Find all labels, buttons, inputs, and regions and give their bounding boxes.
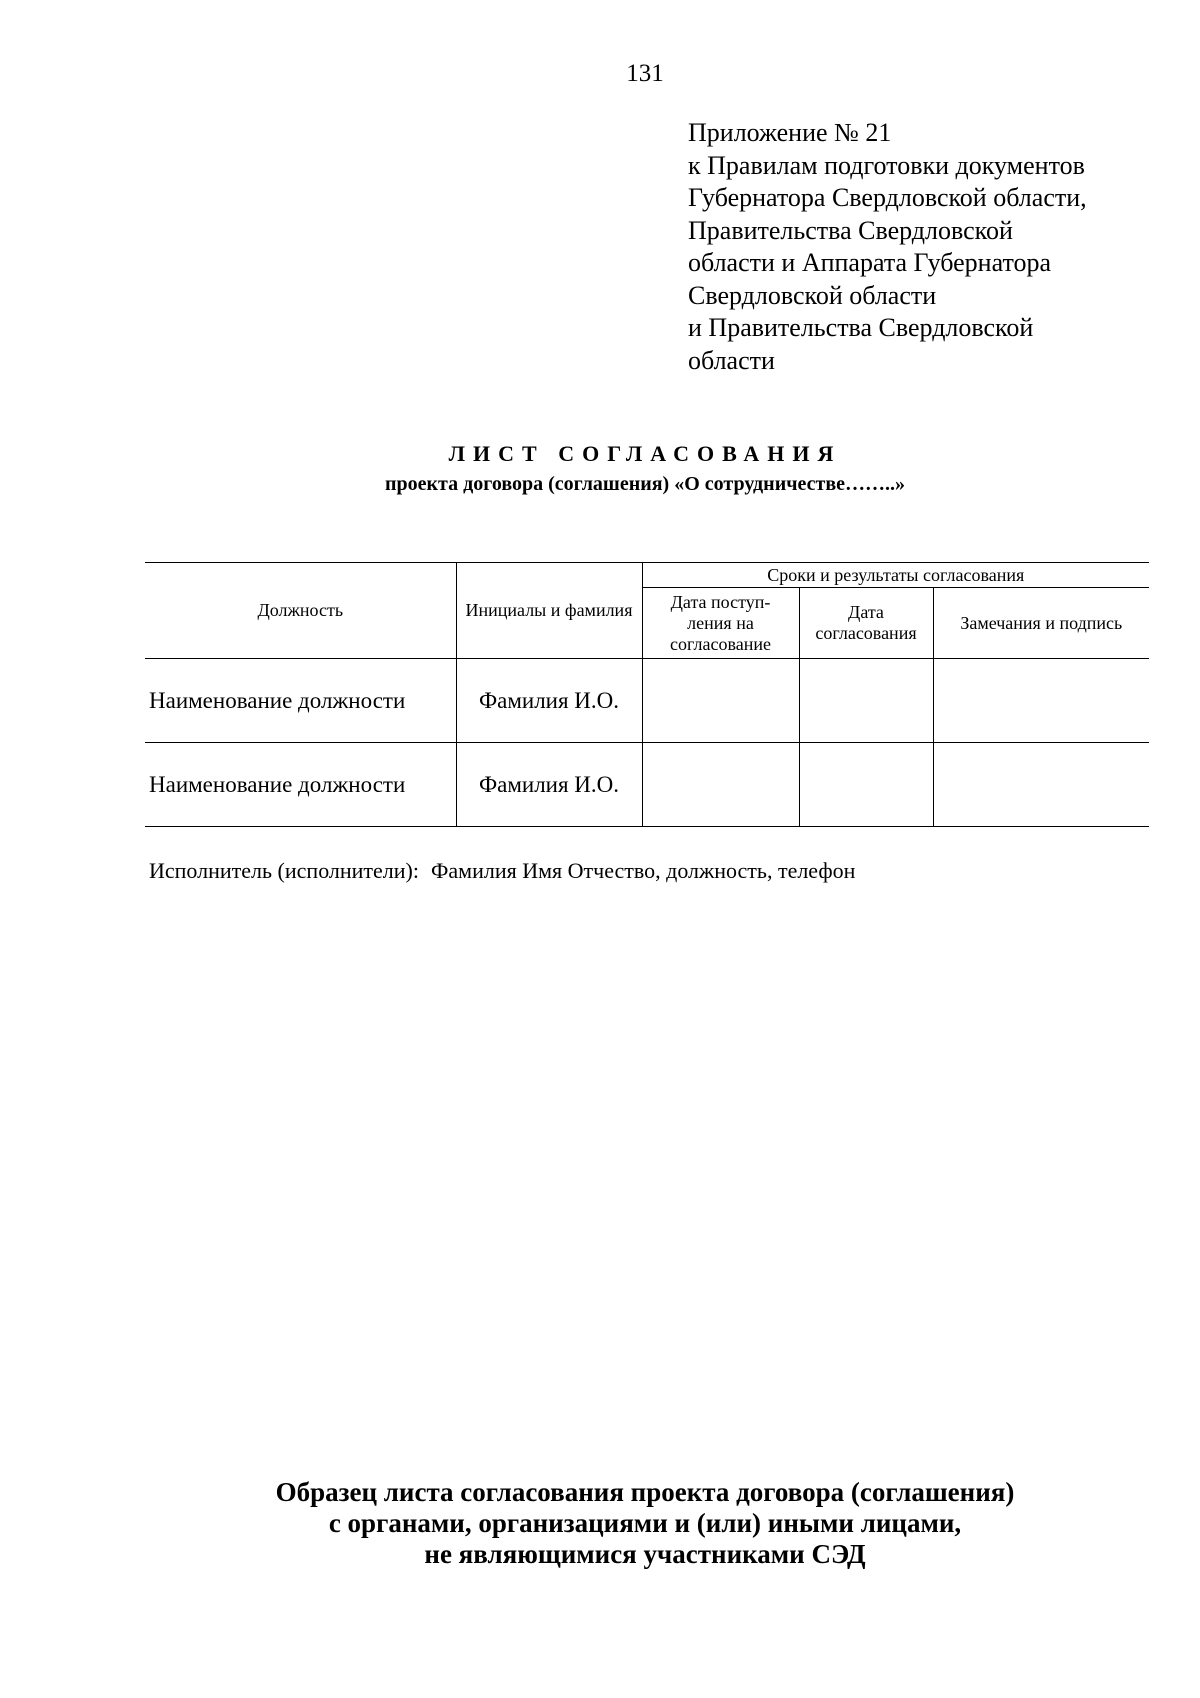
cell-received-date [642,743,799,827]
cell-name: Фамилия И.О. [456,743,642,827]
appendix-line: области [688,345,775,375]
appendix-line: Правительства Свердловской [688,215,1013,245]
cell-approved-date [799,743,933,827]
header-received-date: Дата поступ-ления на согласование [642,588,799,659]
appendix-line: области и Аппарата Губернатора [688,248,1052,277]
header-group-approval-terms: Сроки и результаты согласования [642,563,1149,588]
appendix-reference [688,117,1087,377]
cell-position: Наименование должности [145,659,456,743]
caption-line: Образец листа согласования проекта договора (соглашения) [275,1477,1015,1507]
caption-line: с органами, организациями и (или) иными лицами, [328,1508,962,1538]
approval-table [145,562,1149,827]
cell-position: Наименование должности [145,743,456,827]
document-title: ЛИСТ СОГЛАСОВАНИЯ [448,441,842,466]
appendix-line: Свердловской области [688,280,937,310]
page-number: 131 [626,60,664,87]
cell-approved-date [799,659,933,743]
cell-name: Фамилия И.О. [456,659,642,743]
caption-line: не являющимися участниками СЭД [424,1539,866,1569]
appendix-line: Губернатора Свердловской области, [688,183,1087,212]
header-name: Инициалы и фамилия [456,563,642,659]
executor-value: Фамилия Имя Отчество, должность, телефон [431,858,856,883]
header-position: Должность [145,563,456,659]
table-row [145,659,1149,743]
executor-label: Исполнитель (исполнители): [149,858,419,883]
cell-remarks [933,743,1149,827]
cell-received-date [642,659,799,743]
appendix-line: Приложение № 21 [688,118,892,147]
executor-line [149,858,855,884]
header-approved-date: Дата согласования [799,588,933,659]
appendix-line: к Правилам подготовки документов [688,150,1085,180]
header-remarks: Замечания и подпись [933,588,1149,659]
sample-caption [0,1477,1200,1570]
document-subtitle: проекта договора (соглашения) «О сотрудничестве……..» [385,473,905,495]
table-row [145,743,1149,827]
appendix-line: и Правительства Свердловской [688,313,1034,342]
cell-remarks [933,659,1149,743]
